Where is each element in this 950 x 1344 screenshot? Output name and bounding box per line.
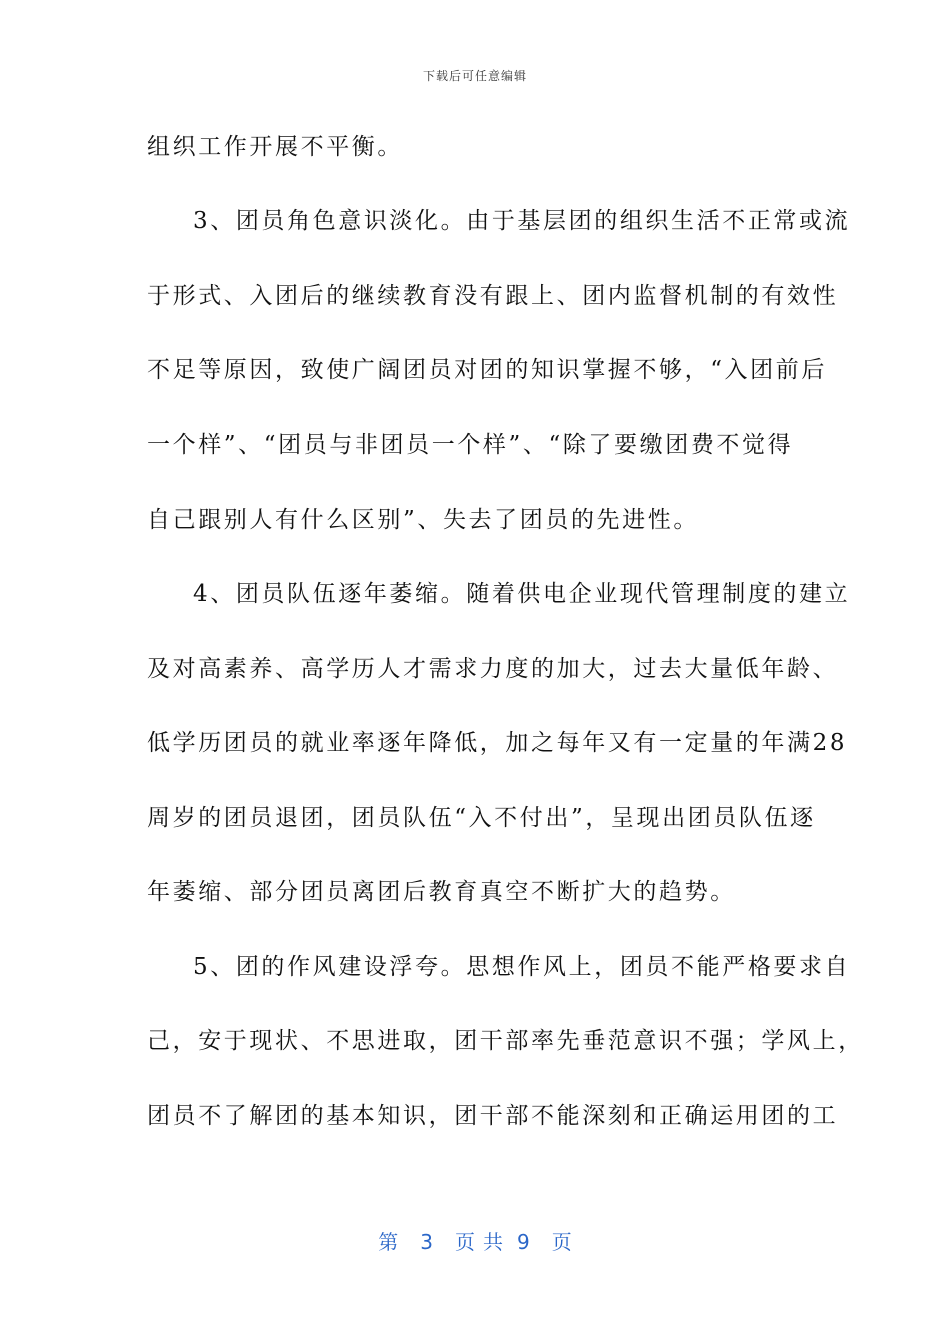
text-line: 一个样”、“团员与非团员一个样”、“除了要缴团费不觉得 (147, 432, 794, 458)
header-note: 下载后可任意编辑 (422, 69, 527, 83)
text-line: 于形式、入团后的继续教育没有跟上、团内监督机制的有效性 (147, 283, 839, 309)
paragraph-line: 5、团的作风建设浮夸。思想作风上，团员不能严格要求自 (193, 954, 851, 980)
text-line: 不足等原因，致使广阔团员对团的知识掌握不够，“入团前后 (147, 357, 827, 383)
text-line: 己，安于现状、不思进取，团干部率先垂范意识不强；学风上， (147, 1028, 864, 1054)
text-line: 自己跟别人有什么区别”、失去了团员的先进性。 (147, 507, 699, 533)
paragraph-line: 3、团员角色意识淡化。由于基层团的组织生活不正常或流 (193, 208, 851, 234)
page-label-prefix: 第 (378, 1230, 399, 1254)
text-line: 组织工作开展不平衡。 (147, 134, 403, 160)
page-label-suffix: 页 (551, 1230, 572, 1254)
text-line: 团员不了解团的基本知识，团干部不能深刻和正确运用团的工 (147, 1103, 839, 1129)
paragraph-line: 4、团员队伍逐年萎缩。随着供电企业现代管理制度的建立 (193, 581, 851, 607)
page-label-mid: 页共 (455, 1230, 511, 1254)
text-line: 低学历团员的就业率逐年降低，加之每年又有一定量的年满28 (147, 730, 848, 756)
total-pages-number: 9 (517, 1230, 530, 1254)
text-line: 年萎缩、部分团员离团后教育真空不断扩大的趋势。 (147, 879, 736, 905)
text-line: 周岁的团员退团，团员队伍“入不付出”，呈现出团员队伍逐 (147, 805, 816, 831)
text-line: 及对高素养、高学历人才需求力度的加大，过去大量低年龄、 (147, 656, 839, 682)
page-number-footer (0, 1226, 950, 1255)
current-page-number: 3 (420, 1230, 433, 1254)
